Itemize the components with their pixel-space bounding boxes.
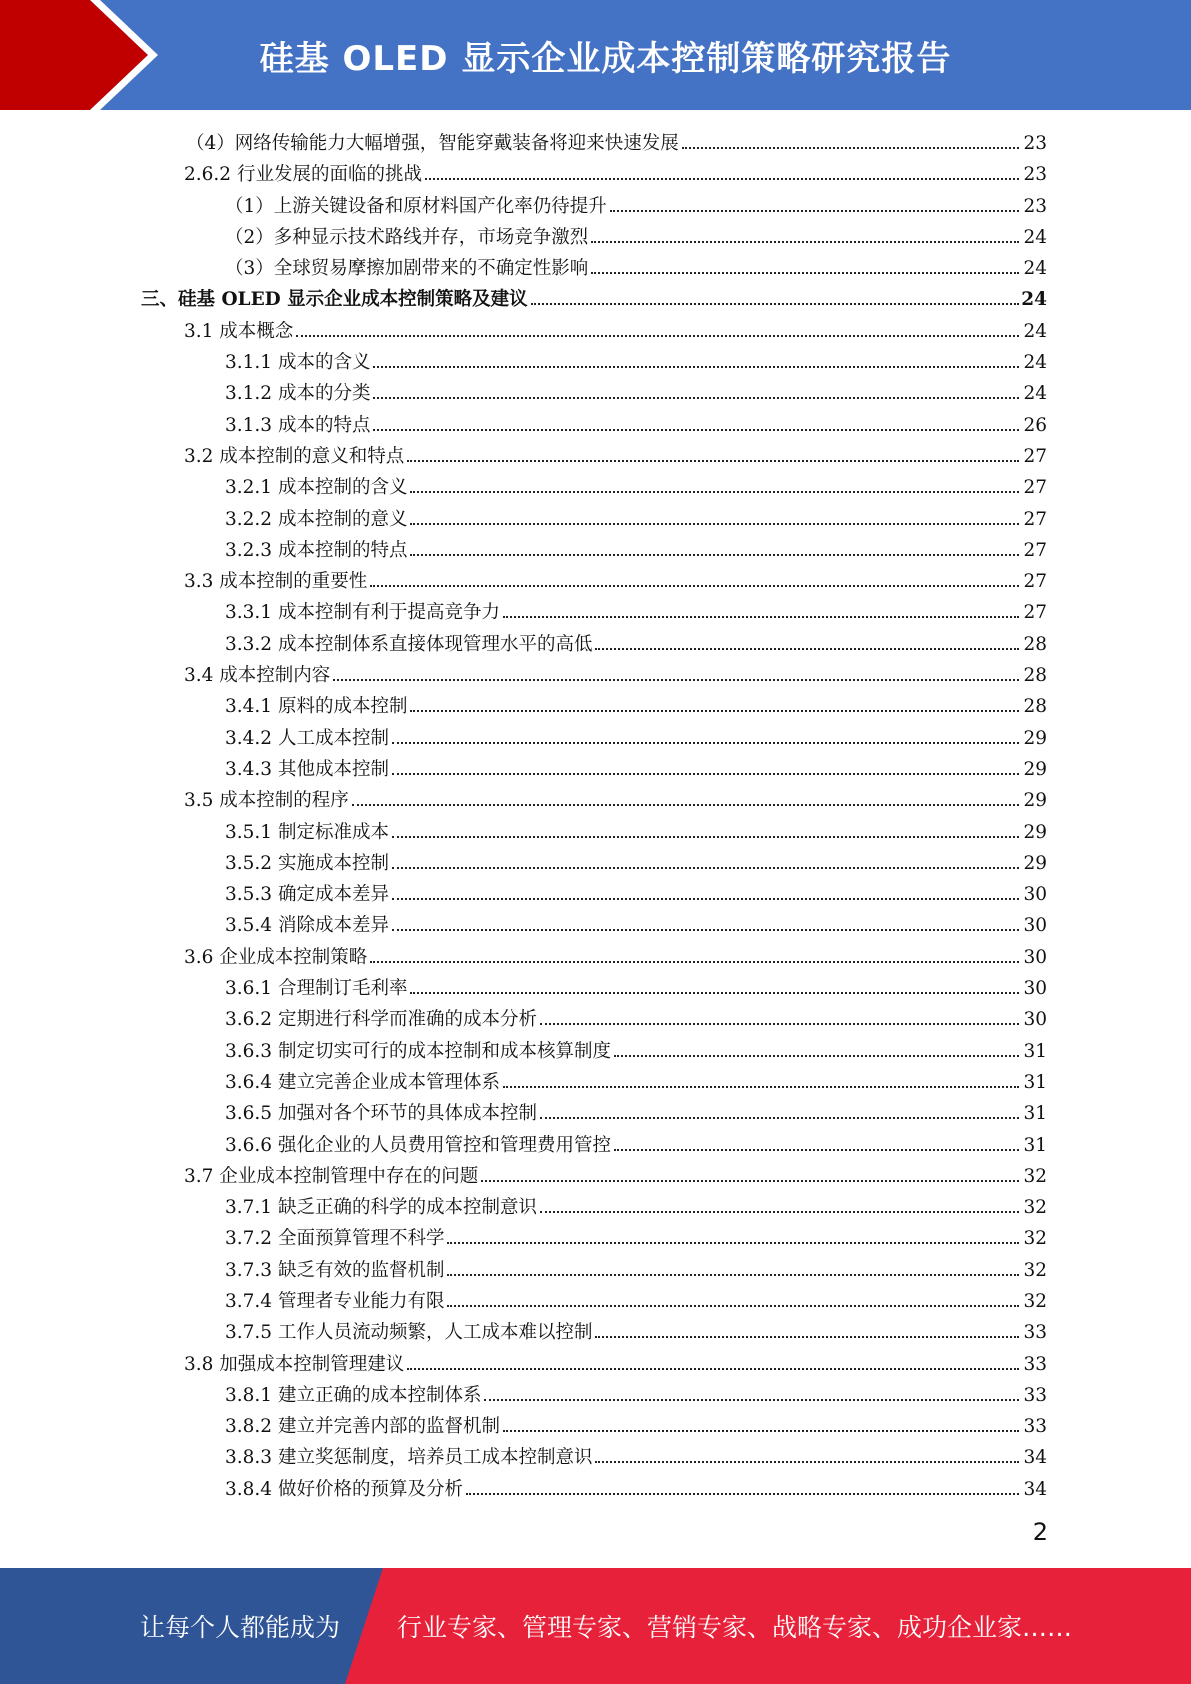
toc-leader-dots [610,210,1019,212]
toc-entry-page: 32 [1023,1290,1047,1312]
toc-entry-title: 3.1 成本概念 [184,320,294,342]
toc-leader-dots [392,773,1019,775]
toc-entry-page: 29 [1023,790,1047,812]
toc-leader-dots [484,1399,1019,1401]
toc-entry[interactable] [225,691,1047,722]
toc-entry-page: 31 [1023,1134,1047,1156]
toc-entry[interactable] [184,441,1047,472]
toc-entry[interactable] [225,1380,1047,1411]
toc-entry-page: 24 [1023,383,1047,405]
toc-leader-dots [531,303,1019,305]
toc-entry-page: 29 [1023,852,1047,874]
toc-entry-page: 24 [1023,226,1047,248]
toc-entry-title: 3.4.3 其他成本控制 [225,758,389,780]
toc-entry-title: 3.3 成本控制的重要性 [184,571,368,593]
toc-entry[interactable] [225,1442,1047,1473]
page-title: 硅基 OLED 显示企业成本控制策略研究报告 [259,38,952,79]
toc-entry-title: 3.6.1 合理制订毛利率 [225,978,408,1000]
toc-entry-title: 3.3.2 成本控制体系直接体现管理水平的高低 [225,633,593,655]
table-of-contents [0,128,1191,1505]
toc-entry-title: 3.5.3 确定成本差异 [225,884,389,906]
toc-entry-title: 3.6.3 制定切实可行的成本控制和成本核算制度 [225,1040,611,1062]
toc-entry[interactable] [184,1161,1047,1192]
toc-entry-title: 3.8.1 建立正确的成本控制体系 [225,1384,482,1406]
toc-entry-page: 30 [1023,1009,1047,1031]
toc-leader-dots [392,929,1019,931]
toc-entry-title: 3.7.1 缺乏正确的科学的成本控制意识 [225,1197,537,1219]
toc-entry[interactable] [225,1411,1047,1442]
toc-leader-dots [447,1305,1019,1307]
toc-entry[interactable] [225,1036,1047,1067]
toc-entry[interactable] [184,660,1047,691]
toc-entry-title: 3.5.1 制定标准成本 [225,821,389,843]
toc-entry-title: 3.2.1 成本控制的含义 [225,477,408,499]
toc-entry-title: 3.8.3 建立奖惩制度，培养员工成本控制意识 [225,1447,593,1469]
toc-entry[interactable] [225,1255,1047,1286]
toc-entry[interactable] [225,1130,1047,1161]
toc-entry-page: 34 [1023,1447,1047,1469]
toc-leader-dots [410,710,1019,712]
toc-entry-title: 3.6.4 建立完善企业成本管理体系 [225,1071,500,1093]
toc-entry[interactable] [225,629,1047,660]
toc-entry[interactable] [225,1286,1047,1317]
toc-entry-page: 32 [1023,1197,1047,1219]
toc-leader-dots [370,961,1019,963]
toc-entry-page: 27 [1023,539,1047,561]
toc-entry[interactable] [225,222,1047,253]
toc-entry-page: 28 [1023,633,1047,655]
toc-entry-title: 3.1.1 成本的含义 [225,352,371,374]
toc-leader-dots [410,491,1019,493]
toc-leader-dots [407,1368,1019,1370]
footer-slogan-left: 让每个人都能成为 [140,1613,341,1642]
toc-entry-title: 3.4.2 人工成本控制 [225,727,389,749]
toc-entry[interactable] [225,879,1047,910]
toc-entry-title: 3.6.2 定期进行科学而准确的成本分析 [225,1009,537,1031]
toc-entry[interactable] [225,1004,1047,1035]
toc-entry[interactable] [225,504,1047,535]
toc-entry-page: 24 [1023,320,1047,342]
toc-entry-page: 32 [1023,1165,1047,1187]
toc-entry[interactable] [225,347,1047,378]
toc-entry[interactable] [184,785,1047,816]
toc-entry-page: 27 [1023,602,1047,624]
toc-entry-page: 29 [1023,821,1047,843]
toc-leader-dots [425,178,1019,180]
toc-entry-title: 3.7.3 缺乏有效的监督机制 [225,1259,445,1281]
toc-entry-page: 27 [1023,445,1047,467]
toc-leader-dots [410,523,1019,525]
toc-leader-dots [682,147,1019,149]
toc-entry[interactable] [184,942,1047,973]
toc-entry[interactable] [225,1192,1047,1223]
toc-entry-page: 31 [1023,1040,1047,1062]
toc-entry[interactable] [225,1317,1047,1348]
toc-entry[interactable] [225,723,1047,754]
toc-leader-dots [410,992,1019,994]
toc-entry[interactable] [184,1349,1047,1380]
toc-entry-page: 23 [1023,164,1047,186]
toc-entry-page: 30 [1023,884,1047,906]
toc-entry[interactable] [225,472,1047,503]
toc-entry[interactable] [225,378,1047,409]
toc-entry-title: 3.4 成本控制内容 [184,665,331,687]
toc-entry-page: 33 [1023,1384,1047,1406]
toc-entry-page: 26 [1023,414,1047,436]
toc-entry[interactable] [184,159,1047,190]
toc-entry-title: （3）全球贸易摩擦加剧带来的不确定性影响 [225,258,589,280]
toc-leader-dots [540,1117,1019,1119]
toc-leader-dots [595,1461,1019,1463]
toc-leader-dots [591,272,1019,274]
footer-slogan-right: 行业专家、管理专家、营销专家、战略专家、成功企业家…… [397,1613,1073,1642]
toc-leader-dots [333,679,1019,681]
toc-entry-title: 3.5.4 消除成本差异 [225,915,389,937]
toc-entry-title: 3.1.2 成本的分类 [225,383,371,405]
toc-entry-title: 3.6.5 加强对各个环节的具体成本控制 [225,1103,537,1125]
toc-entry-page: 28 [1023,696,1047,718]
toc-entry-title: 2.6.2 行业发展的面临的挑战 [184,164,422,186]
toc-entry[interactable] [225,1474,1047,1505]
toc-entry-title: 3.7.4 管理者专业能力有限 [225,1290,445,1312]
toc-entry-title: 3.6.6 强化企业的人员费用管控和管理费用管控 [225,1134,611,1156]
toc-entry[interactable] [225,1067,1047,1098]
toc-entry[interactable] [225,754,1047,785]
toc-leader-dots [392,836,1019,838]
toc-entry-page: 29 [1023,758,1047,780]
toc-entry-title: 3.7.5 工作人员流动频繁，人工成本难以控制 [225,1322,593,1344]
toc-entry[interactable] [225,848,1047,879]
toc-entry-title: 3.3.1 成本控制有利于提高竞争力 [225,602,500,624]
toc-leader-dots [373,397,1019,399]
toc-entry-page: 27 [1023,571,1047,593]
toc-entry-title: 3.8.2 建立并完善内部的监督机制 [225,1416,500,1438]
toc-entry-page: 30 [1023,946,1047,968]
toc-entry-title: 3.4.1 原料的成本控制 [225,696,408,718]
toc-leader-dots [595,648,1019,650]
toc-leader-dots [540,1023,1019,1025]
toc-leader-dots [503,616,1019,618]
toc-leader-dots [503,1086,1019,1088]
toc-entry-title: 3.8.4 做好价格的预算及分析 [225,1478,463,1500]
toc-leader-dots [614,1149,1019,1151]
page-number: 2 [1032,1518,1048,1546]
header-arrow-decoration [0,0,160,110]
toc-entry-page: 28 [1023,665,1047,687]
page-footer [0,1568,1191,1684]
toc-leader-dots [614,1055,1019,1057]
toc-entry-page: 24 [1023,258,1047,280]
toc-entry-page: 33 [1023,1353,1047,1375]
toc-entry-page: 31 [1023,1103,1047,1125]
toc-entry-page: 24 [1021,289,1047,311]
toc-leader-dots [373,429,1019,431]
toc-entry-title: （2）多种显示技术路线并存，市场竞争激烈 [225,226,589,248]
toc-leader-dots [370,585,1019,587]
toc-entry-page: 23 [1023,195,1047,217]
toc-leader-dots [392,867,1019,869]
toc-leader-dots [410,554,1019,556]
toc-entry-page: 33 [1023,1416,1047,1438]
toc-entry-title: 3.5 成本控制的程序 [184,790,349,812]
toc-leader-dots [373,366,1019,368]
toc-entry-page: 32 [1023,1259,1047,1281]
toc-entry[interactable] [225,973,1047,1004]
toc-entry[interactable] [225,191,1047,222]
toc-leader-dots [352,804,1019,806]
toc-entry[interactable] [225,410,1047,441]
toc-leader-dots [540,1211,1019,1213]
toc-leader-dots [447,1242,1019,1244]
toc-entry[interactable] [225,597,1047,628]
toc-leader-dots [591,241,1019,243]
toc-entry[interactable] [141,284,1047,315]
toc-entry-title: 3.7 企业成本控制管理中存在的问题 [184,1165,479,1187]
toc-entry-title: 三、硅基 OLED 显示企业成本控制策略及建议 [141,289,528,311]
toc-entry-page: 33 [1023,1322,1047,1344]
toc-entry[interactable] [225,1223,1047,1254]
toc-leader-dots [392,742,1019,744]
toc-entry-page: 27 [1023,477,1047,499]
toc-entry-page: 30 [1023,915,1047,937]
toc-entry[interactable] [225,253,1047,284]
toc-entry[interactable] [225,1098,1047,1129]
toc-entry-title: （1）上游关键设备和原材料国产化率仍待提升 [225,195,607,217]
toc-entry-page: 23 [1023,133,1047,154]
toc-entry-title: （4）网络传输能力大幅增强，智能穿戴装备将迎来快速发展 [186,133,679,154]
toc-entry[interactable] [225,817,1047,848]
toc-leader-dots [296,335,1019,337]
toc-entry-page: 34 [1023,1478,1047,1500]
toc-entry-title: 3.6 企业成本控制策略 [184,946,368,968]
toc-entry[interactable] [184,566,1047,597]
toc-entry-page: 27 [1023,508,1047,530]
toc-entry-title: 3.1.3 成本的特点 [225,414,371,436]
toc-leader-dots [407,460,1019,462]
toc-entry[interactable] [184,316,1047,347]
toc-entry-title: 3.5.2 实施成本控制 [225,852,389,874]
toc-leader-dots [503,1430,1019,1432]
toc-entry-page: 29 [1023,727,1047,749]
toc-leader-dots [447,1274,1019,1276]
toc-entry-title: 3.8 加强成本控制管理建议 [184,1353,405,1375]
toc-entry-page: 32 [1023,1228,1047,1250]
page-header [0,0,1191,110]
toc-leader-dots [392,898,1019,900]
toc-entry-title: 3.2.3 成本控制的特点 [225,539,408,561]
toc-entry-page: 24 [1023,352,1047,374]
toc-entry-title: 3.2.2 成本控制的意义 [225,508,408,530]
toc-entry[interactable] [186,128,1047,159]
toc-entry-title: 3.7.2 全面预算管理不科学 [225,1228,445,1250]
toc-entry[interactable] [225,910,1047,941]
toc-entry-page: 30 [1023,978,1047,1000]
toc-entry-title: 3.2 成本控制的意义和特点 [184,445,405,467]
toc-entry-page: 31 [1023,1071,1047,1093]
toc-leader-dots [466,1493,1019,1495]
toc-leader-dots [481,1180,1019,1182]
toc-entry[interactable] [225,535,1047,566]
toc-leader-dots [595,1336,1019,1338]
